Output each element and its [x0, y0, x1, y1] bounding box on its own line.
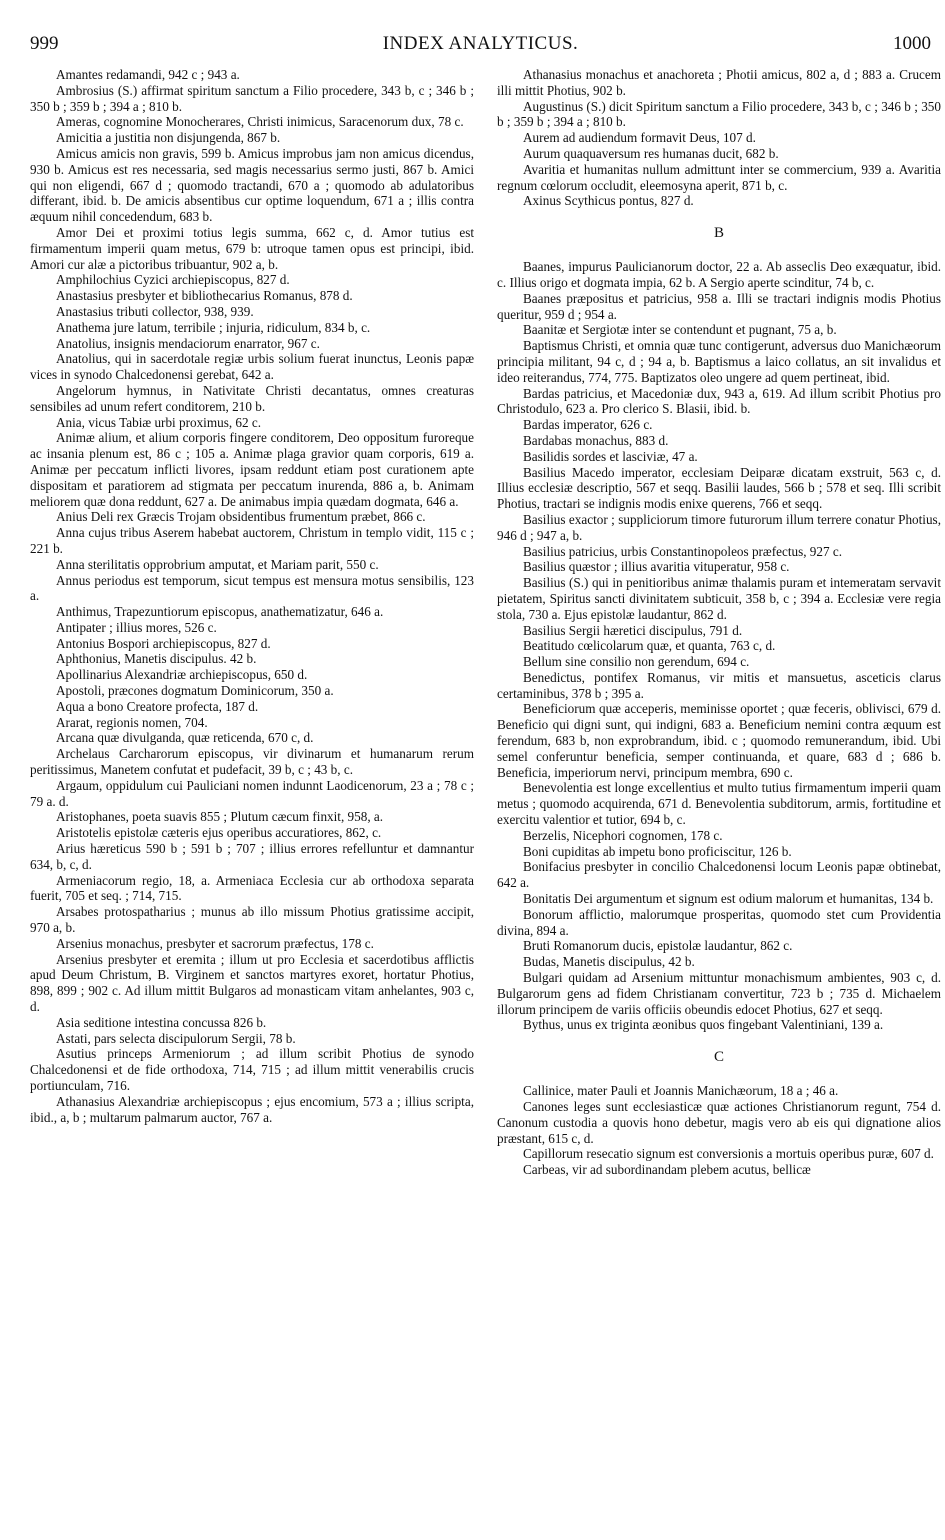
index-entry: Bonitatis Dei argumentum et signum est odium malorum et humanitas, 134 b.: [523, 891, 934, 907]
index-entry: Beneficiorum quæ acceperis, meminisse oportet ; quæ feceris, oblivisci, 679 d. Beneficio qui digni sunt, qui indigni, 683 a. Beneficium nemini contra æquum est ferendum, 683 b, non exprobrandum, ibid. c ; quomodo remunerandum, ibid. Ubi semel conferuntur beneficia, semper continuanda, et quare, 683 d ; 686 b. Beneficia, imperiorum nervi, principum membra, 690 c.: [497, 701, 941, 780]
index-entry: Bardas patricius, et Macedoniæ dux, 943 a, 619. Ad illum scribit Photius pro Christodulo, 623 a. Pro clerico S. Blasii, ibid. b.: [497, 385, 941, 417]
index-entry: Ararat, regionis nomen, 704.: [56, 714, 208, 730]
index-entry: Carbeas, vir ad subordinandam plebem acutus, bellicæ: [523, 1162, 811, 1178]
running-header: [30, 33, 931, 59]
index-entry: Arius hæreticus 590 b ; 591 b ; 707 ; illius errores refelluntur et damnantur 634, b, c, d.: [30, 841, 474, 872]
page-number-left: 999: [30, 33, 59, 54]
index-entry: Ania, vicus Tabiæ urbi proximus, 62 c.: [56, 414, 262, 430]
index-entry: Arcana quæ divulganda, quæ reticenda, 670 c, d.: [56, 730, 314, 746]
index-entry: Augustinus (S.) dicit Spiritum sanctum a Filio procedere, 343 b, c ; 346 b ; 350 b ; 359 b ; 394 a ; 810 b.: [497, 98, 941, 130]
index-entry: Annus periodus est temporum, sicut tempus est mensura motus sensibilis, 123 a.: [30, 572, 474, 604]
index-entry: Armeniacorum regio, 18, a. Armeniaca Ecclesia cur ab orthodoxa separata fuerit, 705 et seq. ; 714, 715.: [30, 872, 474, 904]
index-entry: Basilius Sergii hæretici discipulus, 791 d.: [523, 622, 743, 638]
index-entry: Anastasius tributi collector, 938, 939.: [56, 303, 254, 319]
index-entry: Aristotelis epistolæ cæteris ejus operibus accuratiores, 862, c.: [56, 825, 382, 841]
index-entry: Bonorum afflictio, malorumque prosperitas, quomodo stet cum Providentia divina, 894 a.: [497, 906, 941, 938]
index-entry: Athanasius Alexandriæ archiepiscopus ; ejus encomium, 573 a ; illius scripta, ibid., a, b ; multarum palmarum auctor, 767 a.: [30, 1093, 474, 1125]
index-entry: Arsenius presbyter et eremita ; illum ut pro Ecclesia et sacerdotibus afflictis apud Deum Christum, B. Virginem et sanctos martyres exoret, hortatur Photius, 898, 899 ; 902 c. Ad illum mittit Bulgaros ad monasticam vitam anhelantes, 903 c, d.: [30, 951, 474, 1015]
index-entry: Ameras, cognomine Monocherares, Christi inimicus, Saracenorum dux, 78 c.: [56, 114, 464, 130]
index-entry: Archelaus Carcharorum episcopus, vir divinarum et humanarum rerum peritissimus, Manetem confutat et pudefacit, 39 b, c ; 43 b, c.: [30, 746, 474, 778]
index-entry: Argaum, oppidulum cui Pauliciani nomen indunnt Laodicenorum, 23 a ; 78 c ; 79 a. d.: [30, 777, 474, 809]
index-entry: Aurem ad audiendum formavit Deus, 107 d.: [523, 130, 756, 146]
index-entry: Axinus Scythicus pontus, 827 d.: [523, 193, 694, 209]
index-entry: Bulgari quidam ad Arsenium mittuntur monachismum ambientes, 903 c, d. Bulgarorum gens ad fidem Christianam convertitur, 723 b ; 735 d. Michaelem illorum principem de variis officiis obeundis edocet Photius, 627 et seqq.: [497, 970, 941, 1017]
index-entry: Aristophanes, poeta suavis 855 ; Plutum cæcum finxit, 958, a.: [56, 809, 384, 825]
index-entry: Aphthonius, Manetis discipulus. 42 b.: [56, 651, 257, 667]
index-entry: Bellum sine consilio non gerendum, 694 c.: [523, 654, 750, 670]
index-entry: Amantes redamandi, 942 c ; 943 a.: [56, 67, 240, 82]
index-entry: Basilius Macedo imperator, ecclesiam Deiparæ dicatam exstruit, 563 c, d. Illius ecclesiæ descriptio, 567 et seqq. Basilii laudes, 566 b ; 578 et seq. Illi scribit Photius, tractari se indignis modis enixe querens, 766 et seqq.: [497, 464, 941, 512]
index-entry: Bardas imperator, 626 c.: [523, 417, 653, 433]
index-entry: Anius Deli rex Græcis Trojam obsidentibus frumentum præbet, 866 c.: [56, 509, 426, 525]
index-entry: Benevolentia est longe excellentius et multo tutius firmamentum imperii quam metus ; quomodo acquirenda, 671 d. Benevolentia subditorum, armis, fortitudine et exercitu valentior et tutior, 694 b, c.: [497, 780, 941, 828]
index-entry: Ambrosius (S.) affirmat spiritum sanctum a Filio procedere, 343 b, c ; 346 b ; 350 b ; 359 b ; 394 a ; 810 b.: [30, 82, 474, 114]
index-entry: Anna cujus tribus Aserem habebat auctorem, Christum in templo vidit, 115 c ; 221 b.: [30, 525, 474, 556]
index-entry: Bonifacius presbyter in concilio Chalcedonensi locum Leonis papæ obtinebat, 642 a.: [497, 859, 941, 891]
page-number-right: 1000: [893, 33, 931, 54]
index-entry: Arsabes protospatharius ; munus ab illo missum Photius gratissime accipit, 970 a, b.: [30, 904, 474, 936]
index-entry: Asia seditione intestina concussa 826 b.: [56, 1014, 267, 1030]
index-entry: Capillorum resecatio signum est conversionis a mortuis operibus puræ, 607 d.: [523, 1146, 934, 1162]
index-entry: Canones leges sunt ecclesiasticæ quæ actiones Christianorum regunt, 754 d. Canonum custodia a quovis hono debetur, magis vero ab eis qui dignatione alios præstant, 615 c, d.: [497, 1099, 941, 1146]
index-entry: Anastasius presbyter et bibliothecarius Romanus, 878 d.: [56, 288, 353, 304]
index-entry: Antonius Bospori archiepiscopus, 827 d.: [56, 635, 271, 651]
index-entry: Bythus, unus ex triginta æonibus quos fingebant Valentiniani, 139 a.: [523, 1017, 884, 1033]
index-entry: Baanes præpositus et patricius, 958 a. Illi se tractari indignis modis Photius queritur, 959 d ; 954 a.: [497, 290, 941, 322]
index-entry: Anathema jure latum, terribile ; injuria, ridiculum, 834 b, c.: [56, 319, 371, 335]
index-entry: Antipater ; illius mores, 526 c.: [56, 619, 217, 635]
index-entry: Amicitia a justitia non disjungenda, 867 b.: [56, 130, 281, 146]
index-entry: Aqua a bono Creatore profecta, 187 d.: [56, 698, 259, 714]
index-entry: Berzelis, Nicephori cognomen, 178 c.: [523, 827, 723, 843]
index-entry: Basilidis sordes et lasciviæ, 47 a.: [523, 448, 698, 464]
index-entry: Basilius quæstor ; illius avaritia vituperatur, 958 c.: [523, 559, 790, 575]
index-entry: Anatolius, insignis mendaciorum enarrator, 967 c.: [56, 335, 320, 351]
section-letter-heading: C: [713, 1049, 724, 1066]
index-entry: Basilius exactor ; suppliciorum timore futurorum illum terrere conatur Photius, 946 d ; 947 a, b.: [497, 511, 941, 543]
left-column: [30, 67, 474, 1527]
index-entry: Budas, Manetis discipulus, 42 b.: [523, 954, 695, 970]
index-entry: Bardabas monachus, 883 d.: [523, 432, 669, 448]
right-column: [497, 67, 941, 1527]
index-entry: Apollinarius Alexandriæ archiepiscopus, 650 d.: [56, 667, 308, 683]
index-entry: Benedictus, pontifex Romanus, vir mitis et mansuetus, asceticis clarus certaminibus, 378 b ; 395 a.: [497, 669, 941, 701]
index-entry: Anna sterilitatis opprobrium amputat, et Mariam parit, 550 c.: [56, 556, 379, 572]
index-entry: Apostoli, præcones dogmatum Dominicorum, 350 a.: [56, 683, 334, 699]
index-entry: Callinice, mater Pauli et Joannis Manichæorum, 18 a ; 46 a.: [523, 1083, 839, 1099]
index-entry: Aurum quaquaversum res humanas ducit, 682 b.: [523, 145, 779, 161]
index-entry: Athanasius monachus et anachoreta ; Photii amicus, 802 a, d ; 883 a. Crucem illi mittit Photius, 902 b.: [497, 67, 941, 98]
index-entry: Astati, pars selecta discipulorum Sergii, 78 b.: [56, 1030, 296, 1046]
index-entry: Amphilochius Cyzici archiepiscopus, 827 d.: [56, 272, 290, 288]
index-entry: Basilius patricius, urbis Constantinopoleos præfectus, 927 c.: [523, 543, 843, 559]
index-entry: Bruti Romanorum ducis, epistolæ laudantur, 862 c.: [523, 938, 793, 954]
index-entry: Beatitudo cœlicolarum quæ, et quanta, 763 c, d.: [523, 638, 776, 654]
index-entry: Angelorum hymnus, in Nativitate Christi decantatus, omnes creaturas sensibiles ad unum refert conditorem, 210 b.: [30, 382, 474, 414]
index-entry: Anatolius, qui in sacerdotale regiæ urbis solium fuerat inunctus, Leonis papæ vices in synodo Chalcedonensi gerebat, 642 a.: [30, 351, 474, 383]
index-entry: Amor Dei et proximi totius legis summa, 662 c, d. Amor tutius est firmamentum imperii quam metus, 679 b: utroque tamen opus est principi, ibid. Amori cur alæ a pictoribus tribuantur, 902 a, b.: [30, 224, 474, 272]
index-entry: Baanitæ et Sergiotæ inter se contendunt et pugnant, 75 a, b.: [523, 322, 837, 338]
index-entry: Basilius (S.) qui in penitioribus animæ thalamis puram et intemeratam servavit pietatem, Spiritus sancti divinitatem subticuit, 358 b, c ; 394 a. Ecclesiæ vere regia stola, 730 a. Ejus epistolæ laudantur, 862 d.: [497, 575, 941, 622]
index-entry: Amicus amicis non gravis, 599 b. Amicus improbus jam non amicus dicendus, 930 b. Amicus est res necessaria, sed magis necessarius sermo justi, 867 b. Amici qui non eligendi, 667 d ; quomodo tractandi, 670 a ; quomodo ab adulatoribus differant, ibid. b. De amicis absentibus cur optime loquendum, 671 a ; illis contra æquum nihil concedendum, 683 b.: [30, 145, 474, 225]
section-letter-heading: B: [713, 225, 724, 242]
index-entry: Anthimus, Trapezuntiorum episcopus, anathematizatur, 646 a.: [56, 604, 384, 620]
index-entry: Arsenius monachus, presbyter et sacrorum præfectus, 178 c.: [56, 935, 374, 951]
index-entry: Asutius princeps Armeniorum ; ad illum scribit Photius de synodo Chalcedonensi et de fide orthodoxa, 714, 715 ; ad illum mittit venerabilis crucis portiunculam, 716.: [30, 1046, 474, 1093]
index-entry: Baanes, impurus Paulicianorum doctor, 22 a. Ab asseclis Deo exæquatur, ibid. c. Illius origo et dogmata impia, 62 b. A Sergio aperte scinditur, 74 b, c.: [497, 259, 941, 290]
index-entry: Avaritia et humanitas nullum admittunt inter se commercium, 939 a. Avaritia regnum cœlorum occludit, eleemosyna aperit, 871 b, c.: [497, 161, 941, 193]
index-entry: Baptismus Christi, et omnia quæ tunc contigerunt, adversus duo Manichæorum principia militant, 94 c, d ; 94 a, b. Baptismus a laico collatus, an sit invalidus et ideo reiterandus, 774, 775. Baptizatos oleo ungere ad quem pertineat, ibid.: [497, 338, 941, 385]
index-entry: Animæ alium, et alium corporis fingere conditorem, Deo oppositum furoreque ac insania plenum est, 86 c ; 105 a. Animæ plaga gravior quam corporis, 619 a. Animæ per peccatum inflicti livores, ipsam reddunt etiam post curationem apte dispositam et paratiorem ad stigmata per peccatum inurenda, 886 a, b. Animam meliorem quæ dona reddunt, 627 a. De animabus impia quædam dogmata, 646 a.: [30, 430, 474, 509]
page-title: INDEX ANALYTICUS.: [382, 33, 579, 54]
index-entry: Boni cupiditas ab impetu bono proficiscitur, 126 b.: [523, 843, 792, 859]
